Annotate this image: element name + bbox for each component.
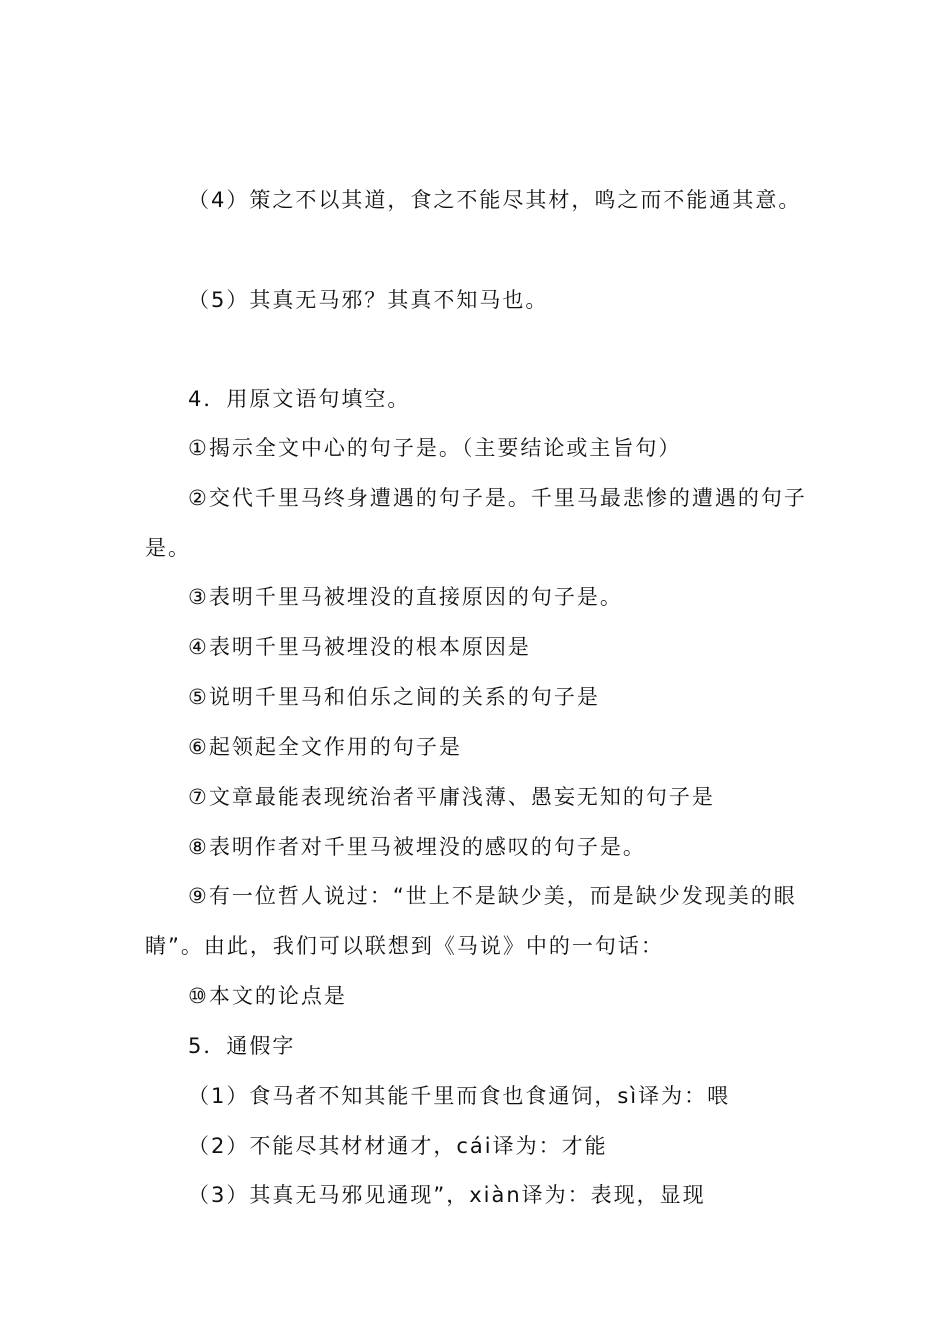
fill-blank-item-2-continued: 是。 bbox=[145, 536, 191, 560]
fill-blank-item-9: ⑨有一位哲人说过：“世上不是缺少美，而是缺少发现美的眼 bbox=[188, 884, 797, 908]
fill-blank-item-7: ⑦文章最能表现统治者平庸浅薄、愚妄无知的句子是 bbox=[188, 785, 715, 809]
variant-char-item-1: （1）食马者不知其能千里而食也食通饲，sì译为：喂 bbox=[188, 1084, 731, 1108]
fill-blank-item-6: ⑥起领起全文作用的句子是 bbox=[188, 735, 462, 759]
fill-blank-item-9-continued: 睛”。由此，我们可以联想到《马说》中的一句话： bbox=[145, 934, 664, 958]
question-4-heading: 4．用原文语句填空。 bbox=[188, 387, 411, 411]
fill-blank-item-2: ②交代千里马终身遭遇的句子是。千里马最悲惨的遭遇的句子 bbox=[188, 486, 807, 510]
fill-blank-item-3: ③表明千里马被埋没的直接原因的句子是。 bbox=[188, 585, 623, 609]
translation-item-4: （4）策之不以其道，食之不能尽其材，鸣之而不能通其意。 bbox=[188, 188, 802, 212]
translation-item-5: （5）其真无马邪？其真不知马也。 bbox=[188, 288, 549, 312]
variant-char-item-2: （2）不能尽其材材通才，cái译为：才能 bbox=[188, 1134, 608, 1158]
fill-blank-item-10: ⑩本文的论点是 bbox=[188, 984, 347, 1008]
question-5-heading: 5．通假字 bbox=[188, 1034, 296, 1058]
fill-blank-item-4: ④表明千里马被埋没的根本原因是 bbox=[188, 635, 531, 659]
variant-char-item-3: （3）其真无马邪见通现”，xiàn译为：表现，显现 bbox=[188, 1183, 706, 1207]
fill-blank-item-5: ⑤说明千里马和伯乐之间的关系的句子是 bbox=[188, 685, 600, 709]
fill-blank-item-8: ⑧表明作者对千里马被埋没的感叹的句子是。 bbox=[188, 835, 646, 859]
fill-blank-item-1: ①揭示全文中心的句子是。（主要结论或主旨句） bbox=[188, 436, 682, 460]
